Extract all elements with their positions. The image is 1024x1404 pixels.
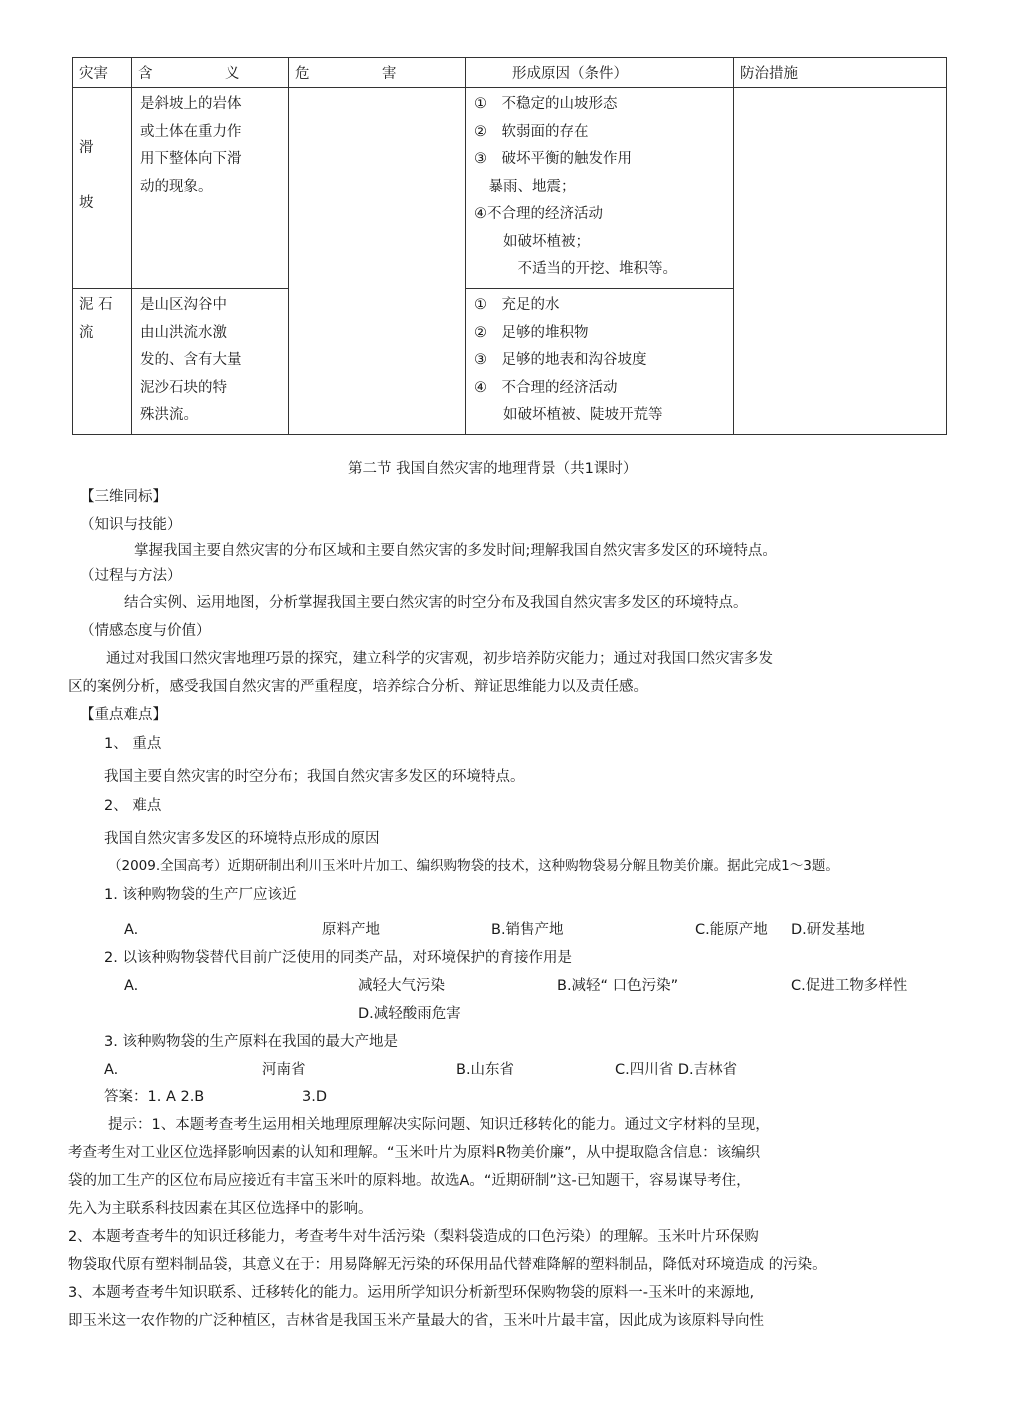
harm-line — [297, 283, 465, 311]
hint-line: 考查考生对工业区位选择影响因素的认知和理解。“玉米叶片为原料R物美价廉”，从中提取隐含信息：该编织 — [68, 1145, 761, 1161]
debris-cause-line: ② 足够的堆积物 — [474, 324, 589, 341]
hint-line: 3、本题考查考牛知识联系、迁移转化的能力。运用所学知识分析新型环保购物袋的原料一-玉米叶的来源地, — [68, 1285, 755, 1301]
q1-option-d: D.研发基地 — [791, 922, 865, 938]
landslide-cause-line: 如破坏植被； — [474, 233, 590, 250]
harm-line — [297, 311, 465, 339]
landslide-meaning-line: 或土体在重力作 — [140, 123, 242, 140]
prevention-line — [742, 201, 946, 229]
q2-option-a: 减轻大气污染 — [358, 978, 445, 994]
key-1-text: 我国主要自然灾害的时空分布；我国自然灾害多发区的环境特点。 — [104, 769, 525, 785]
q3-a-label: A. — [104, 1062, 119, 1078]
process-text: 结合实例、运用地图，分析掌握我国主要白然灾害的时空分布及我国自然灾害多发区的环境特点。 — [124, 595, 748, 611]
prevention-line — [742, 284, 946, 312]
table-header-row — [73, 58, 947, 88]
landslide-meaning — [132, 88, 289, 289]
q1-stem: 1. 该种购物袋的生产厂应该近 — [104, 887, 297, 903]
emotion-heading: （情感态度与价值） — [80, 623, 211, 639]
landslide-cause-line: 不适当的开挖、堆积等。 — [474, 261, 677, 277]
emotion-text-2: 区的案例分析，感受我国自然灾害的严重程度，培养综合分析、辩证思维能力以及责任感。 — [68, 679, 648, 695]
debris-meaning-line: 殊洪流。 — [140, 407, 198, 423]
header-causes: 形成原因（条件） — [466, 58, 734, 88]
debris-cause-line: 如破坏植被、陡坡开荒等 — [474, 407, 663, 423]
landslide-name-2 — [79, 163, 131, 191]
hint-line: 即玉米这一农作物的广泛种植区，吉林省是我国玉米产量最大的省，玉米叶片最丰富，因此成为该原料导向性 — [68, 1313, 764, 1329]
hint-line: 物袋取代原有塑料制品袋，其意义在于：用易降解无污染的环保用品代替难降解的塑料制品，降低对环境造成 的污染。 — [68, 1257, 827, 1273]
harm-line — [297, 118, 465, 146]
key-2-label: 2、 难点 — [104, 798, 162, 814]
exam-intro: （2009.全国高考）近期研制出利川玉米叶片加工、编织购物袋的技术，这种购物袋易分解且物美价廉。据此完成1～3题。 — [108, 858, 839, 874]
q3-option-cd: C.四川省 D.吉林省 — [615, 1062, 738, 1078]
prevention-line — [742, 91, 946, 119]
section-title: 第二节 我国自然灾害的地理背景（共1课时） — [348, 461, 638, 477]
debris-meaning-line: 由山洪流水激 — [140, 324, 227, 341]
landslide-meaning-line: 动的现象。 — [140, 178, 213, 195]
prevention-line — [742, 229, 946, 257]
emotion-text-1: 通过对我国口然灾害地理巧景的探究，建立科学的灾害观，初步培养防灾能力；通过对我国口然灾害多发 — [106, 651, 773, 667]
knowledge-heading: （知识与技能） — [80, 517, 182, 533]
q1-option-a: 原料产地 — [322, 922, 380, 938]
q3-option-a: 河南省 — [262, 1062, 306, 1078]
debris-name-2: 流 — [79, 324, 94, 341]
landslide-cause-line: ④不合理的经济活动 — [474, 206, 603, 222]
debris-cause-line: ① 充足的水 — [474, 297, 560, 313]
harm-line — [297, 146, 465, 174]
landslide-meaning-line: 是斜坡上的岩体 — [140, 96, 242, 112]
landslide-cause-line: ③ 破坏平衡的触发作用 — [474, 151, 632, 167]
landslide-name-3: 坡 — [79, 195, 94, 211]
q2-option-c: C.促进工物多样性 — [791, 978, 908, 994]
debris-name-1: 泥 石 — [79, 297, 113, 313]
key-heading: 【重点难点】 — [80, 707, 167, 723]
hint-line: 袋的加工生产的区位布局应接近有丰富玉米叶的原料地。故选A。“近期研制”这-已知题干，容易谋导考住， — [68, 1173, 751, 1189]
hint-line: 2、本题考查考牛的知识迁移能力，考查考牛对牛活污染（梨料袋造成的口色污染）的理解。玉米叶片环保购 — [68, 1229, 759, 1245]
prevention-cell — [734, 88, 947, 435]
q1-option-c: C.能原产地 — [695, 922, 768, 938]
header-prevention: 防治措施 — [734, 58, 947, 88]
harm-line — [297, 201, 465, 229]
prevention-line — [742, 174, 946, 202]
q2-option-d: D.减轻酸雨危害 — [358, 1006, 461, 1022]
debris-causes — [466, 289, 734, 435]
process-heading: （过程与方法） — [80, 568, 182, 584]
key-2-text: 我国自然灾害多发区的环境特点形成的原因 — [104, 831, 380, 847]
landslide-name-1: 滑 — [79, 140, 94, 156]
goals-heading: 【三维同标】 — [80, 489, 167, 505]
header-disaster: 灾害 — [73, 58, 132, 88]
landslide-name — [73, 88, 132, 289]
debris-cause-line: ③ 足够的地表和沟谷坡度 — [474, 352, 647, 368]
table-row-landslide — [73, 88, 947, 289]
prevention-line — [742, 119, 946, 147]
q3-option-b: B.山东省 — [456, 1062, 515, 1078]
landslide-causes — [466, 88, 734, 289]
prevention-line — [742, 256, 946, 284]
landslide-meaning-line: 用下整体向下滑 — [140, 151, 242, 167]
q2-a-label: A. — [124, 978, 139, 994]
debris-meaning-line: 泥沙石块的特 — [140, 379, 227, 396]
landslide-cause-line: ② 软弱面的存在 — [474, 123, 589, 140]
harm-line — [297, 228, 465, 256]
answer-2: 3.D — [302, 1089, 327, 1105]
answer-1: 答案：1. A 2.B — [104, 1089, 205, 1105]
header-meaning: 含 义 — [132, 58, 289, 88]
knowledge-text: 掌握我国主要自然灾害的分布区域和主要自然灾害的多发时间;理解我国自然灾害多发区的环境特点。 — [134, 543, 777, 559]
debris-meaning-line: 发的、含有大量 — [140, 352, 242, 368]
q1-option-b: B.销售产地 — [491, 922, 564, 938]
hint-line: 提示：1、本题考查考生运用相关地理原理解决实际问题、知识迁移转化的能力。通过文字材料的呈现， — [108, 1117, 770, 1133]
q1-a-label: A. — [124, 922, 139, 938]
q3-stem: 3. 该种购物袋的生产原料在我国的最大产地是 — [104, 1034, 398, 1050]
debris-meaning — [132, 289, 289, 435]
q2-option-b: B.减轻“ 口色污染” — [557, 978, 679, 994]
header-harm: 危 害 — [289, 58, 466, 88]
debris-name — [73, 289, 132, 435]
hint-line: 先入为主联系科技因素在其区位选择中的影响。 — [68, 1201, 373, 1217]
landslide-cause-line: 暴雨、地震； — [474, 178, 576, 195]
disaster-table — [72, 57, 947, 435]
key-1-label: 1、 重点 — [104, 736, 162, 752]
landslide-cause-line: ① 不稳定的山坡形态 — [474, 96, 618, 112]
q2-stem: 2. 以该种购物袋替代目前广泛使用的同类产品，对环境保护的育接作用是 — [104, 950, 572, 966]
harm-line — [297, 173, 465, 201]
harm-cell — [289, 88, 466, 435]
harm-line — [297, 256, 465, 284]
debris-cause-line: ④ 不合理的经济活动 — [474, 379, 618, 396]
prevention-line — [742, 146, 946, 174]
debris-meaning-line: 是山区沟谷中 — [140, 297, 227, 313]
